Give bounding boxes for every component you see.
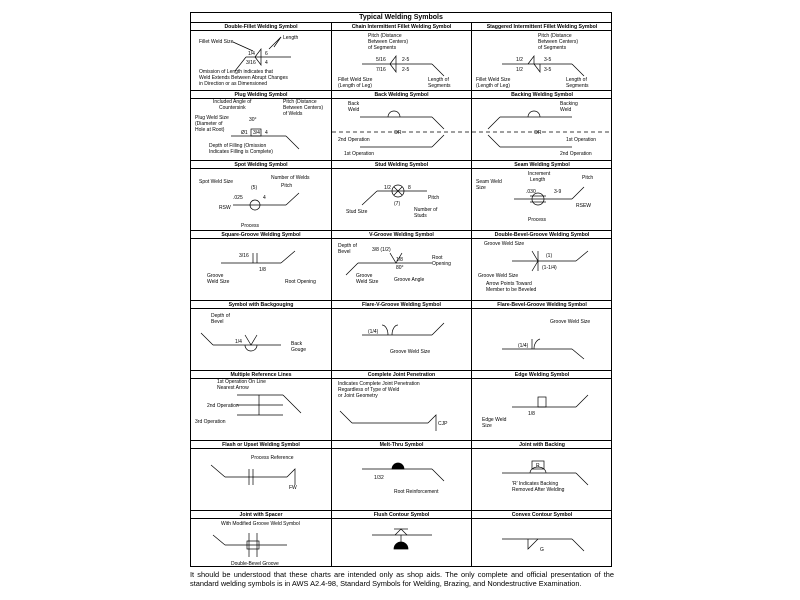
label: Between Centers) (538, 39, 579, 45)
label: Groove (207, 273, 224, 279)
cell-title: Spot Welding Symbol (191, 161, 331, 169)
label: Length of (428, 77, 449, 83)
label: Stud Size (346, 209, 368, 215)
label: Fillet Weld Size (338, 77, 373, 83)
cell-title: Melt-Thru Symbol (332, 441, 471, 449)
label: Weld Size (207, 279, 230, 285)
label: 'R' Indicates Backing (512, 481, 559, 487)
chart-title: Typical Welding Symbols (191, 13, 611, 23)
cell-complete-joint-penetration (332, 371, 472, 441)
square-groove-diagram (191, 239, 331, 299)
stud-weld-diagram (332, 169, 472, 229)
cell-back-weld (332, 91, 472, 161)
label: 2nd Operation (560, 151, 592, 157)
label: of Segments (538, 45, 567, 51)
label: Pitch (Distance (538, 33, 572, 39)
cell-flare-v-groove (332, 301, 472, 371)
label: Bevel (338, 249, 351, 255)
cell-square-groove (191, 231, 332, 301)
label: Process (528, 217, 547, 223)
cjp-diagram (332, 379, 472, 439)
cell-title: Flare-V-Groove Welding Symbol (332, 301, 471, 309)
edge-weld-diagram (472, 379, 612, 439)
label: Groove Weld Size (478, 273, 519, 279)
label: Length (283, 35, 299, 41)
label: Groove Weld Size (484, 241, 525, 247)
label: Groove Weld Size (550, 319, 591, 325)
label: Studs (414, 213, 427, 219)
footer-note: It should be understood that these charts are intended only as shop aids. The only complete and official presentation of the standard welding symbols is in AWS A2.4-98, Standard Symbols for Welding, Brazing, and Nondestructive Examination. (190, 570, 614, 588)
label: Length (530, 177, 546, 183)
multiple-reference-diagram (191, 379, 331, 439)
label: 4 (265, 130, 268, 136)
label: 3-9 (554, 189, 562, 195)
label: Plug Weld Size (195, 115, 229, 121)
label: 30° (249, 117, 257, 123)
label: Segments (566, 83, 589, 89)
cell-title: Square-Groove Welding Symbol (191, 231, 331, 239)
label: Omission of Length indicates that (199, 69, 273, 75)
label: Countersink (219, 105, 246, 111)
label: (1) (546, 253, 553, 259)
label: 1st Operation (566, 137, 597, 143)
label: Segments (428, 83, 451, 89)
label: Opening (432, 261, 451, 267)
label: Pitch (Distance (368, 33, 402, 39)
label: OR (534, 130, 542, 136)
label: Back (348, 101, 360, 107)
label: Weld Extends Between Abrupt Changes (199, 75, 288, 81)
cell-title: Chain Intermittent Fillet Welding Symbol (332, 23, 471, 31)
cell-convex-contour (472, 511, 612, 567)
label: 5/16 (376, 57, 386, 63)
label: Fillet Weld Size (199, 39, 234, 45)
staggered-intermittent-diagram (472, 31, 612, 91)
cell-backgouging (191, 301, 332, 371)
label: 3rd Operation (195, 419, 226, 425)
label: RSEW (576, 203, 591, 209)
backgouging-diagram (191, 309, 331, 369)
v-groove-diagram (332, 239, 472, 299)
cell-title: Flare-Bevel-Groove Welding Symbol (472, 301, 612, 309)
label: Arrow Points Toward (486, 281, 532, 287)
spot-weld-diagram (191, 169, 331, 229)
cell-joint-backing (472, 441, 612, 511)
cell-title: Joint with Backing (472, 441, 612, 449)
label: Hole at Root) (195, 127, 225, 133)
cell-title: Complete Joint Penetration (332, 371, 471, 379)
label: Indicates Complete Joint Penetration (338, 381, 420, 387)
label: Weld Size (356, 279, 379, 285)
label: 1/8 (528, 411, 535, 417)
label: 3/16 (239, 253, 249, 259)
cell-melt-thru (332, 441, 472, 511)
cell-flash-upset (191, 441, 332, 511)
cell-flare-bevel-groove (472, 301, 612, 371)
label: (1/4) (368, 329, 379, 335)
backing-weld-diagram (472, 99, 612, 159)
label: Increment (528, 171, 551, 177)
label: 1/32 (374, 475, 384, 481)
cell-title: Flash or Upset Welding Symbol (191, 441, 331, 449)
label: (7) (394, 201, 401, 207)
label: Length of (566, 77, 587, 83)
cell-title: Stud Welding Symbol (332, 161, 471, 169)
cell-title: Flush Contour Symbol (332, 511, 471, 519)
flare-v-groove-diagram (332, 309, 472, 369)
label: Member to be Beveled (486, 287, 537, 293)
label: 4 (265, 60, 268, 66)
flare-bevel-groove-diagram (472, 309, 612, 369)
label: or Joint Geometry (338, 393, 378, 399)
label: Back (291, 341, 303, 347)
welding-symbols-chart (190, 12, 612, 567)
cell-flush-contour (332, 511, 472, 567)
chain-intermittent-diagram (332, 31, 472, 91)
label: Depth of (211, 313, 230, 319)
label: Between Centers) (368, 39, 409, 45)
label: in Direction or as Dimensioned (199, 81, 268, 87)
label: .030 (526, 189, 536, 195)
cell-title: Multiple Reference Lines (191, 371, 331, 379)
label: Root Reinforcement (394, 489, 439, 495)
label: 80° (396, 265, 404, 271)
seam-weld-diagram (472, 169, 612, 229)
label: Ø1 (241, 130, 248, 136)
melt-thru-diagram (332, 449, 472, 509)
cell-multiple-reference (191, 371, 332, 441)
label: (5) (251, 185, 258, 191)
label: Size (476, 185, 486, 191)
cell-double-bevel-groove (472, 231, 612, 301)
label: (Diameter of (195, 121, 223, 127)
label: G (540, 547, 544, 553)
label: 1/8 (396, 257, 403, 263)
label: 3/4 (253, 130, 260, 136)
label: OR (394, 130, 402, 136)
label: 1/2 (516, 57, 523, 63)
label: (Length of Leg) (338, 83, 372, 89)
label: Pitch (Distance (283, 99, 317, 105)
label: Groove Angle (394, 277, 425, 283)
label: Regardless of Type of Weld (338, 387, 400, 393)
label: Depth of (338, 243, 357, 249)
label: Size (482, 423, 492, 429)
label: Number of Welds (271, 175, 310, 181)
cell-v-groove (332, 231, 472, 301)
label: Gouge (291, 347, 307, 353)
label: Bevel (211, 319, 224, 325)
cell-chain-intermittent (332, 23, 472, 91)
label: 6 (265, 51, 268, 57)
label: Process (241, 223, 260, 229)
label: (1-1/4) (542, 265, 557, 271)
label: 2nd Operation (338, 137, 370, 143)
label: Pitch (281, 183, 293, 189)
label: RSW (219, 205, 231, 211)
cell-title: Seam Welding Symbol (472, 161, 612, 169)
label: Pitch (582, 175, 594, 181)
label: (1/4) (518, 343, 529, 349)
label: Included Angle of (213, 99, 252, 105)
cell-title: Double-Fillet Welding Symbol (191, 23, 331, 31)
label: (Length of Leg) (476, 83, 510, 89)
cell-plug-weld (191, 91, 332, 161)
label: Fillet Weld Size (476, 77, 511, 83)
label: Backing (560, 101, 578, 107)
label: Depth of Filling (Omission (209, 143, 267, 149)
label: Groove Weld Size (390, 349, 431, 355)
cell-title: Back Welding Symbol (332, 91, 471, 99)
cell-double-fillet (191, 23, 332, 91)
label: 1/8 (259, 267, 266, 273)
label: Number of (414, 207, 438, 213)
label: Root (432, 255, 443, 261)
cell-backing-weld (472, 91, 612, 161)
label: 1/2 (516, 67, 523, 73)
cell-stud-weld (332, 161, 472, 231)
cell-title: Staggered Intermittent Fillet Welding Symbol (472, 23, 612, 31)
cell-title: V-Groove Welding Symbol (332, 231, 471, 239)
label: 2-5 (402, 67, 410, 73)
label: 1st Operation On Line (217, 379, 266, 385)
label: 3-5 (544, 57, 552, 63)
cell-spot-weld (191, 161, 332, 231)
label: of Welds (283, 111, 303, 117)
label: 1/2 (384, 185, 391, 191)
label: FW (289, 485, 297, 491)
label: Indicates Filling is Complete) (209, 149, 273, 155)
joint-backing-diagram (472, 449, 612, 509)
label: Groove (356, 273, 373, 279)
label: Removed After Welding (512, 487, 565, 493)
double-fillet-diagram (191, 31, 331, 91)
label: Weld (560, 107, 572, 113)
label: 2nd Operation (207, 403, 239, 409)
label: Nearest Arrow (217, 385, 249, 391)
label: Spot Weld Size (199, 179, 234, 185)
label: of Segments (368, 45, 397, 51)
label: Between Centers) (283, 105, 324, 111)
label: 3/16 (246, 60, 256, 66)
label: 1/4 (235, 339, 242, 345)
cell-title: Symbol with Backgouging (191, 301, 331, 309)
label: 1/4 (248, 51, 255, 57)
label: Weld (348, 107, 360, 113)
label: Double-Bevel Groove (231, 561, 279, 567)
flash-upset-diagram (191, 449, 331, 509)
cell-title: Convex Contour Symbol (472, 511, 612, 519)
label: 4 (263, 195, 266, 201)
label: 3-5 (544, 67, 552, 73)
cell-staggered-intermittent (472, 23, 612, 91)
label: Seam Weld (476, 179, 502, 185)
cell-title: Joint with Spacer (191, 511, 331, 519)
plug-weld-diagram (191, 99, 331, 159)
cell-title: Double-Bevel-Groove Welding Symbol (472, 231, 612, 239)
label: CJP (438, 421, 448, 427)
label: Pitch (428, 195, 440, 201)
label: Root Opening (285, 279, 316, 285)
label: 8 (408, 185, 411, 191)
label: 2-5 (402, 57, 410, 63)
label: With Modified Groove Weld Symbol (221, 521, 300, 527)
cell-joint-spacer (191, 511, 332, 567)
cell-title: Edge Welding Symbol (472, 371, 612, 379)
label: 1st Operation (344, 151, 375, 157)
label: .025 (233, 195, 243, 201)
cell-seam-weld (472, 161, 612, 231)
double-bevel-groove-diagram (472, 239, 612, 299)
label: 3/8 (1/2) (372, 247, 391, 253)
label: Edge Weld (482, 417, 507, 423)
label: 7/16 (376, 67, 386, 73)
label: R (536, 463, 540, 469)
cell-title: Backing Welding Symbol (472, 91, 612, 99)
cell-title: Plug Welding Symbol (191, 91, 331, 99)
back-weld-diagram (332, 99, 472, 159)
cell-edge-weld (472, 371, 612, 441)
label: Process Reference (251, 455, 294, 461)
